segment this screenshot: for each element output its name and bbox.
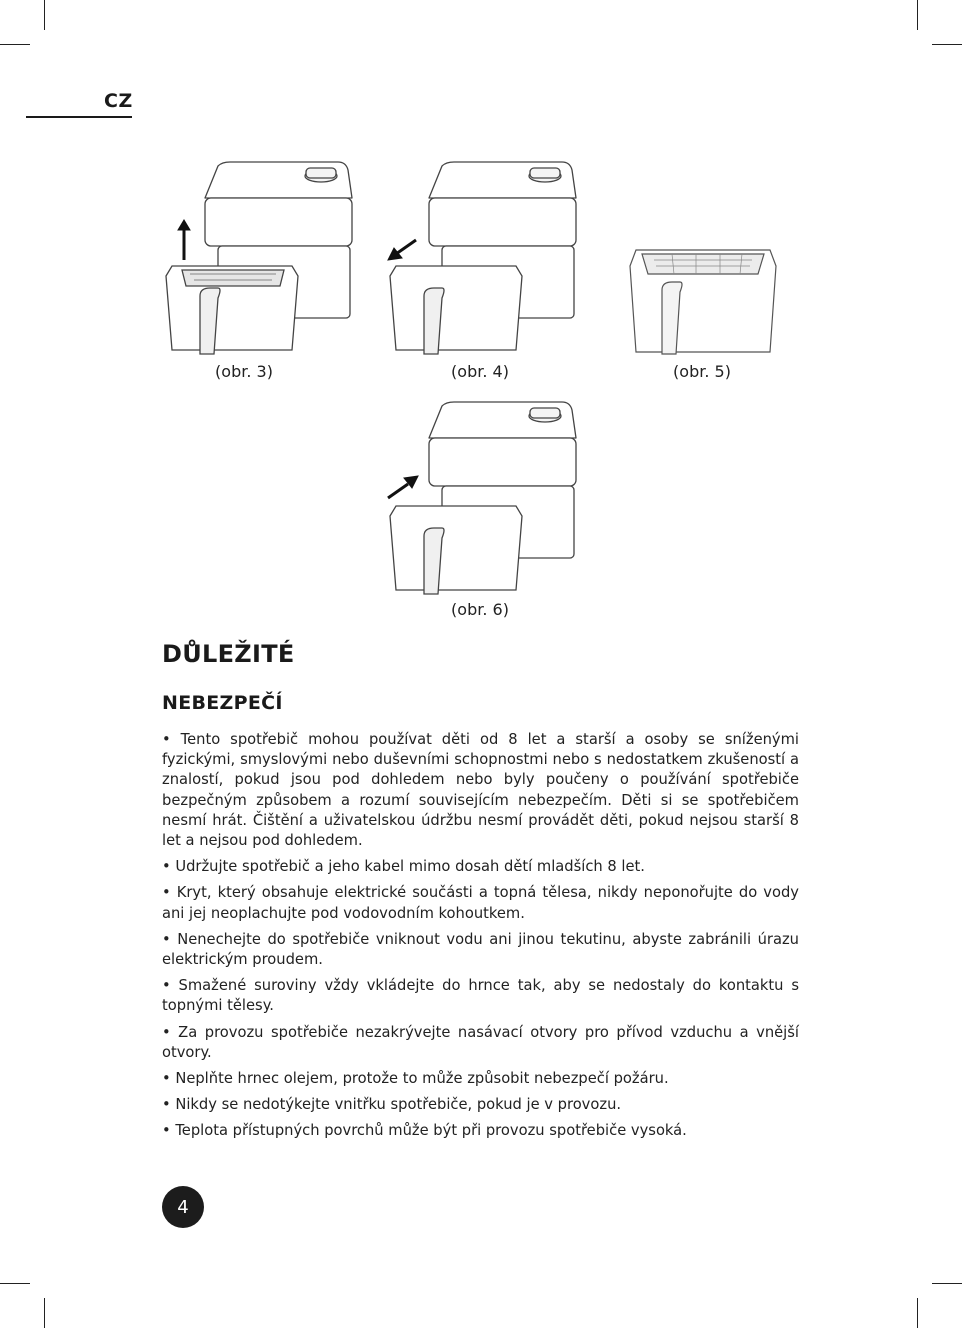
caption-figure-6: (obr. 6) bbox=[451, 600, 509, 619]
crop-mark bbox=[44, 1298, 45, 1328]
crop-mark bbox=[932, 44, 962, 45]
warning-item: • Teplota přístupných povrchů může být při provozu spotřebiče vysoká. bbox=[162, 1122, 687, 1140]
figure-6 bbox=[384, 398, 584, 598]
warning-list bbox=[162, 730, 799, 1148]
caption-figure-5: (obr. 5) bbox=[673, 362, 731, 381]
figure-4 bbox=[384, 158, 584, 358]
crop-mark bbox=[0, 1283, 30, 1284]
air-fryer-pan-insert-illustration bbox=[384, 398, 584, 598]
warning-item: • Neplňte hrnec olejem, protože to může způsobit nebezpečí požáru. bbox=[162, 1070, 669, 1088]
warning-item: • Nikdy se nedotýkejte vnitřku spotřebiče, pokud je v provozu. bbox=[162, 1096, 622, 1114]
figure-5 bbox=[624, 236, 784, 356]
crop-mark bbox=[932, 1283, 962, 1284]
crop-mark bbox=[917, 1298, 918, 1328]
warning-item: • Udržujte spotřebič a jeho kabel mimo dosah dětí mladších 8 let. bbox=[162, 858, 645, 876]
page-number: 4 bbox=[162, 1186, 204, 1228]
section-title: DŮLEŽITÉ bbox=[162, 640, 295, 668]
crop-mark bbox=[44, 0, 45, 30]
language-code: CZ bbox=[104, 90, 133, 112]
language-rule bbox=[26, 116, 132, 118]
crop-mark bbox=[0, 44, 30, 45]
air-fryer-pan-removal-illustration bbox=[384, 158, 584, 358]
caption-figure-4: (obr. 4) bbox=[451, 362, 509, 381]
section-subtitle: NEBEZPEČÍ bbox=[162, 692, 283, 714]
caption-figure-3: (obr. 3) bbox=[215, 362, 273, 381]
warning-item: • Kryt, který obsahuje elektrické součásti a topná tělesa, nikdy neponořujte do vody ani jej neoplachujte pod vodovodním kohoutkem. bbox=[162, 884, 799, 922]
warning-item: • Smažené suroviny vždy vkládejte do hrnce tak, aby se nedostaly do kontaktu s topnými tělesy. bbox=[162, 977, 799, 1015]
warning-item: • Nenechejte do spotřebiče vniknout vodu ani jinou tekutinu, abyste zabránili úrazu elektrickým proudem. bbox=[162, 930, 799, 969]
warning-item: • Za provozu spotřebiče nezakrývejte nasávací otvory pro přívod vzduchu a vnější otvory. bbox=[162, 1023, 799, 1061]
figure-3 bbox=[160, 158, 360, 358]
crop-mark bbox=[917, 0, 918, 30]
warning-item: • Tento spotřebič mohou používat děti od 8 let a starší a osoby se sníženými fyzickými, smyslovými nebo duševními schopnostmi nebo s nedostatkem zkušeností a znalostí, pokud jsou pod dohledem nebo byly poučeny o používání spotřebiče bezpečným způsobem a rozumí souvisejícím nebezpečím. Děti si se spotřebičem nesmí hrát. Čištění a uživatelskou údržbu nesmí provádět děti, pokud nejsou starší 8 let a nejsou pod dohledem. bbox=[162, 731, 799, 850]
air-fryer-basket-lift-illustration bbox=[160, 158, 360, 358]
air-fryer-basket-illustration bbox=[624, 236, 784, 356]
